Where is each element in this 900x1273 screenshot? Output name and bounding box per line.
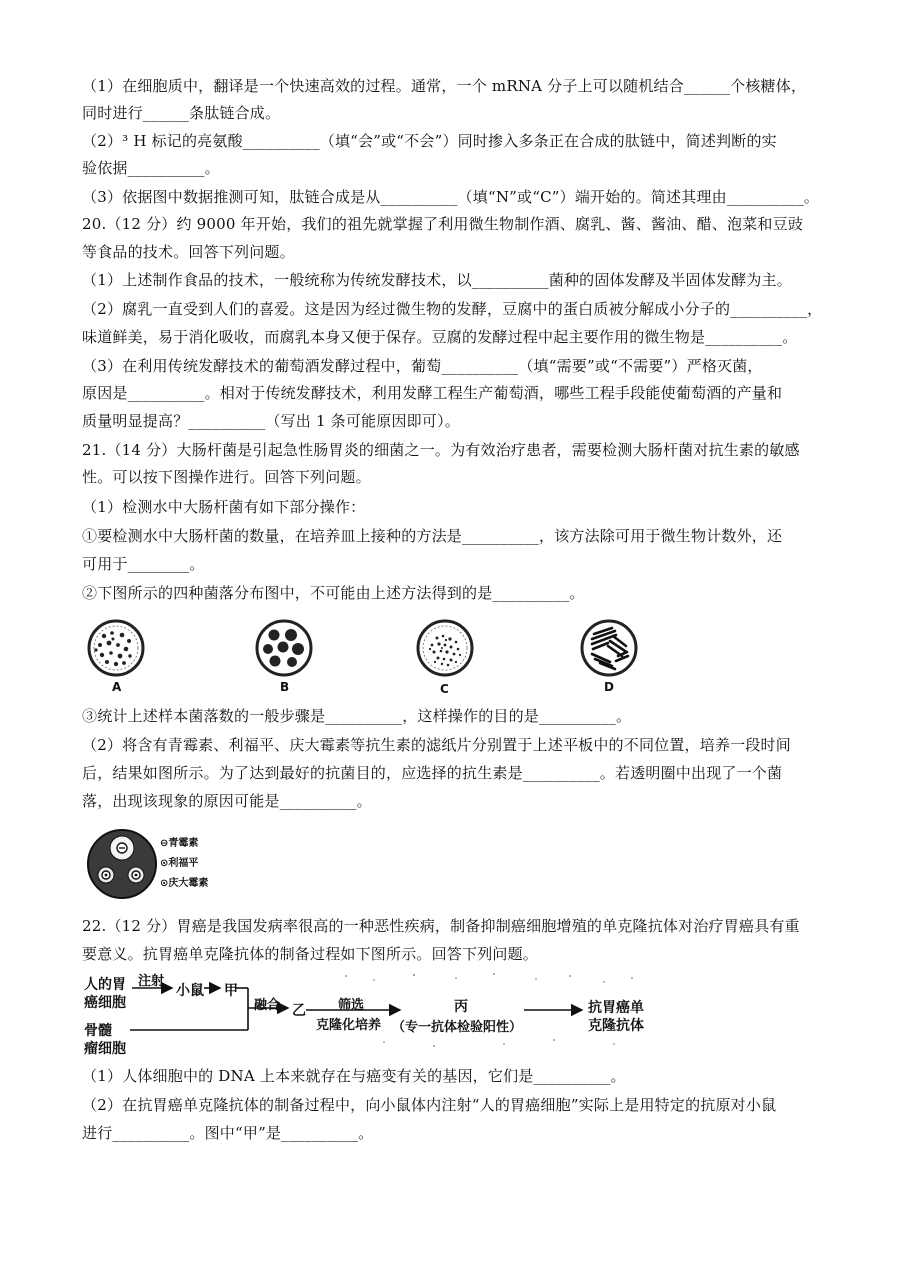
gentamicin-marker-icon: ⊙ [160,878,169,889]
flow-screen-label: 筛选 [338,998,365,1013]
q21-stem-line1: 21.（14 分）大肠杆菌是引起急性肠胃炎的细菌之一。为有效治疗患者，需要检测大肠杆菌对抗生素的敏感 [82,441,800,459]
penicillin-zone [110,836,134,860]
antibiotic-plate-figure [84,828,164,900]
flow-inject-label: 注射 [138,974,165,989]
colony-plates-figure [82,618,642,696]
q21-2-line2: 后，结果如图所示。为了达到最好的抗菌目的，应选择的抗生素是__________。若透明圈中出现了一个菌 [82,764,783,782]
q20-3-line1: （3）在利用传统发酵技术的葡萄酒发酵过程中，葡萄__________（填“需要”或“不需要”）严格灭菌， [82,357,763,375]
plate-b [257,621,311,675]
flow-clone-label: 克隆化培养 [316,1018,382,1033]
penicillin-marker-icon: ⊖ [160,838,169,849]
legend-gentamicin: ⊙庆大霉素 [160,878,209,889]
flow-source-human-gastric: 人的胃 [84,977,126,993]
plate-label-d: D [604,680,614,694]
q19-3-line: （3）依据图中数据推测可知，肽链合成是从__________（填“N”或“C”）端开始的。简述其理由__________。 [82,188,820,206]
flow-fuse-label: 融合 [254,998,281,1013]
q20-stem-line2: 等食品的技术。回答下列问题。 [82,243,295,261]
plate-c [418,621,472,675]
q21-1-c-line: ③统计上述样本菌落数的一般步骤是__________，这样操作的目的是__________。 [82,707,632,725]
q19-2-line2: 验依据__________。 [82,159,220,177]
flow-source-human-gastric-2: 癌细胞 [84,995,126,1011]
plate-label-b: B [280,680,290,694]
flow-product: 抗胃癌单 [588,1000,644,1016]
q21-2-line3: 落，出现该现象的原因可能是__________。 [82,792,372,810]
q20-3-line3: 质量明显提高？__________（写出 1 条可能原因即可）。 [82,412,460,430]
flow-product-2: 克隆抗体 [588,1018,644,1034]
q21-1-a-line1: ①要检测水中大肠杆菌的数量，在培养皿上接种的方法是__________，该方法除可用于微生物计数外，还 [82,527,783,545]
plate-label-c: C [440,682,449,696]
rifampicin-zone [98,867,114,883]
flow-bing: 丙 [454,999,468,1015]
legend-rifampicin: ⊙利福平 [160,858,199,869]
plate-label-a: A [112,680,122,694]
q21-stem-line2: 性。可以按下图操作进行。回答下列问题。 [82,468,371,486]
q19-2-line1: （2）³ H 标记的亮氨酸__________（填“会”或“不会”）同时掺入多条正在合成的肽链中，简述判断的实 [82,132,777,150]
flow-yi: 乙 [292,1003,306,1019]
q19-1-line2: 同时进行______条肽链合成。 [82,104,281,122]
q20-3-line2: 原因是__________。相对于传统发酵技术，利用发酵工程生产葡萄酒，哪些工程手段能使葡萄酒的产量和 [82,384,783,402]
q20-2-line1: （2）腐乳一直受到人们的喜爱。这是因为经过微生物的发酵，豆腐中的蛋白质被分解成小分子的__________， [82,300,823,318]
q22-1-line: （1）人体细胞中的 DNA 上本来就存在与癌变有关的基因，它们是__________。 [82,1067,626,1085]
flow-source-myeloma-2: 瘤细胞 [84,1041,126,1057]
flow-mouse: 小鼠 [176,983,204,999]
plate-d [582,621,636,675]
plate-a [89,621,143,675]
q20-2-line2: 味道鲜美，易于消化吸收，而腐乳本身又便于保存。豆腐的发酵过程中起主要作用的微生物是__________。 [82,328,798,346]
q21-2-line1: （2）将含有青霉素、利福平、庆大霉素等抗生素的滤纸片分别置于上述平板中的不同位置，培养一段时间 [82,736,791,754]
q20-stem-line1: 20.（12 分）约 9000 年开始，我们的祖先就掌握了利用微生物制作酒、腐乳、酱、酱油、醋、泡菜和豆豉 [82,215,804,233]
q21-1-intro: （1）检测水中大肠杆菌有如下部分操作： [82,498,366,516]
q22-2-line1: （2）在抗胃癌单克隆抗体的制备过程中，向小鼠体内注射“人的胃癌细胞”实际上是用特定的抗原对小鼠 [82,1096,777,1114]
legend-penicillin: ⊖青霉素 [160,838,199,849]
q19-1-line1: （1）在细胞质中，翻译是一个快速高效的过程。通常，一个 mRNA 分子上可以随机结合______个核糖体， [82,77,807,95]
q22-stem-line2: 要意义。抗胃癌单克隆抗体的制备过程如下图所示。回答下列问题。 [82,945,539,963]
gentamicin-zone [128,867,144,883]
q21-1-a-line2: 可用于________。 [82,555,205,573]
flow-bing-note: （专一抗体检验阳性） [392,1020,523,1035]
q21-1-b-line: ②下图所示的四种菌落分布图中，不可能由上述方法得到的是__________。 [82,584,585,602]
rifampicin-marker-icon: ⊙ [160,858,169,869]
q22-2-line2: 进行__________。图中“甲”是__________。 [82,1124,374,1142]
q20-1-line: （1）上述制作食品的技术，一般统称为传统发酵技术，以__________菌种的固体发酵及半固体发酵为主。 [82,271,792,289]
flow-source-myeloma: 骨髓 [84,1023,112,1039]
q22-stem-line1: 22.（12 分）胃癌是我国发病率很高的一种恶性疾病，制备抑制癌细胞增殖的单克隆抗体对治疗胃癌具有重 [82,917,800,935]
flow-jia: 甲 [224,983,238,999]
